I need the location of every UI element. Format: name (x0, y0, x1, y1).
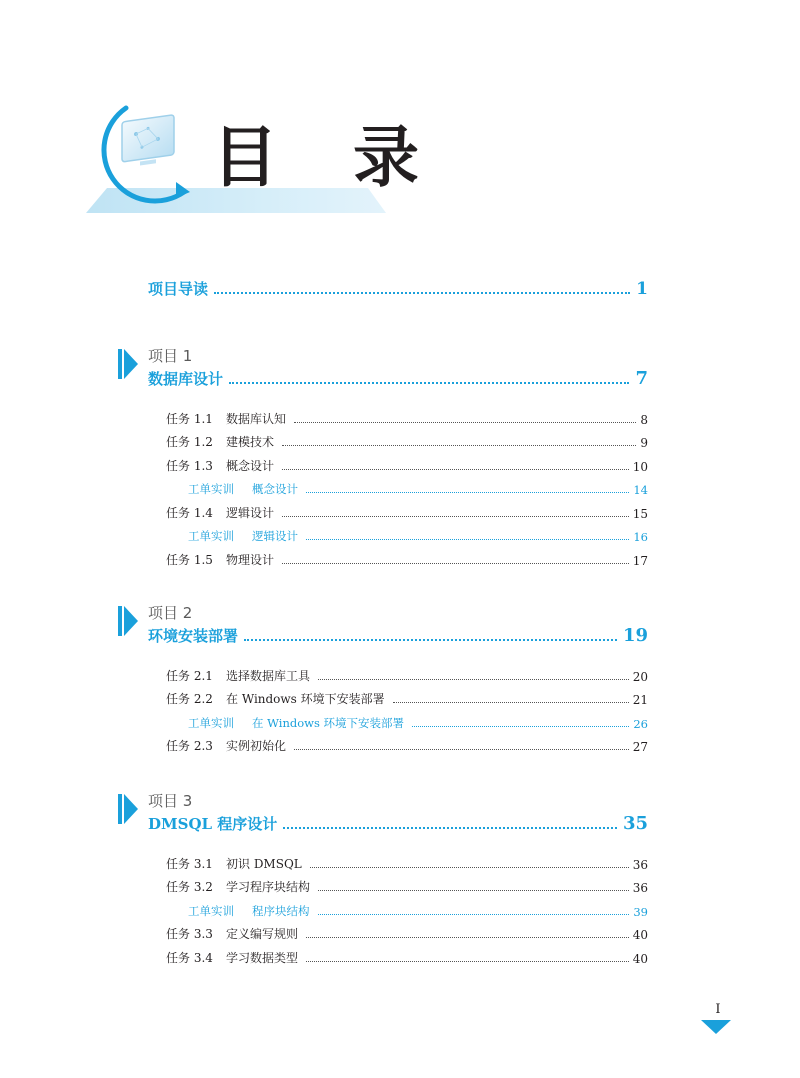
dot-leader (318, 914, 630, 915)
dot-leader (306, 937, 629, 938)
workshop-label: 工单实训 (188, 903, 234, 918)
dot-leader (244, 639, 617, 641)
task-page: 40 (632, 928, 648, 942)
project-title: DMSQL 程序设计 (148, 815, 278, 833)
task-number: 任务 1.5 (166, 552, 213, 567)
workshop-entry[interactable] (166, 474, 648, 498)
project-title-row[interactable] (148, 622, 648, 646)
workshop-label: 工单实训 (188, 482, 234, 496)
task-page: 20 (632, 669, 648, 684)
project-page: 7 (635, 368, 648, 389)
workshop-page: 39 (633, 904, 648, 919)
workshop-page: 14 (633, 483, 648, 497)
task-page: 21 (632, 693, 648, 707)
task-number: 任务 2.2 (166, 692, 213, 706)
task-entry[interactable] (166, 848, 648, 872)
task-entry[interactable] (166, 942, 648, 966)
task-page: 40 (632, 951, 648, 966)
dot-leader (306, 961, 629, 962)
task-number: 任务 3.1 (166, 856, 213, 871)
dot-leader (229, 382, 629, 384)
dot-leader (306, 492, 629, 493)
workshop-page: 26 (633, 716, 648, 731)
dot-leader (283, 827, 617, 829)
task-number: 任务 2.3 (166, 739, 213, 753)
workshop-entry[interactable] (166, 707, 648, 731)
task-number: 任务 3.3 (166, 927, 213, 941)
task-name: 学习程序块结构 (226, 880, 311, 894)
workshop-entry[interactable] (166, 521, 648, 545)
task-name: 实例初始化 (226, 739, 287, 753)
task-number: 任务 1.1 (166, 411, 213, 426)
page-title: 目 录 (212, 119, 445, 196)
toc-header (0, 0, 800, 230)
dot-leader (282, 469, 629, 470)
intro-label: 项目导读 (148, 280, 209, 298)
task-name: 定义编写规则 (226, 927, 299, 941)
project-arrow-icon (118, 606, 138, 636)
task-number: 任务 3.4 (166, 950, 213, 965)
down-triangle-icon (701, 1020, 731, 1034)
footer-page-number: I (715, 1002, 721, 1017)
project-number: 项目 3 (148, 792, 193, 810)
task-list (166, 848, 648, 966)
task-entry[interactable] (166, 497, 648, 521)
project-number: 项目 1 (148, 347, 193, 365)
dot-leader (318, 890, 629, 891)
workshop-entry[interactable] (166, 895, 648, 919)
workshop-name: 程序块结构 (252, 903, 310, 918)
task-name: 建模技术 (226, 435, 275, 449)
workshop-name: 在 Windows 环境下安装部署 (252, 715, 405, 730)
task-page: 27 (632, 740, 648, 754)
task-page: 10 (632, 459, 648, 474)
monitor-swirl-logo-icon (92, 100, 202, 210)
task-number: 任务 1.2 (166, 435, 213, 449)
task-entry[interactable] (166, 403, 648, 427)
task-page: 36 (632, 857, 648, 872)
dot-leader (310, 867, 629, 868)
project-arrow-icon (118, 794, 138, 824)
task-page: 15 (632, 506, 648, 521)
task-list (166, 660, 648, 754)
toc-entry-intro[interactable] (148, 277, 648, 299)
task-page: 9 (640, 436, 648, 450)
dot-leader (306, 539, 629, 540)
dot-leader (318, 679, 629, 680)
project-title: 环境安装部署 (148, 627, 239, 645)
task-name: 选择数据库工具 (226, 668, 311, 683)
task-entry[interactable] (166, 872, 648, 896)
workshop-label: 工单实训 (188, 715, 234, 730)
project-title: 数据库设计 (148, 370, 224, 388)
dot-leader (412, 726, 629, 727)
task-page: 17 (632, 553, 648, 568)
workshop-label: 工单实训 (188, 529, 234, 543)
task-name: 物理设计 (226, 552, 275, 567)
project-title-row[interactable] (148, 810, 648, 834)
task-number: 任务 1.4 (166, 505, 213, 520)
project-number: 项目 2 (148, 604, 193, 622)
task-name: 逻辑设计 (226, 505, 275, 520)
project-title-row[interactable] (148, 365, 648, 389)
task-name: 在 Windows 环境下安装部署 (226, 692, 385, 706)
task-number: 任务 1.3 (166, 458, 213, 473)
project-page: 35 (622, 813, 648, 834)
dot-leader (282, 516, 629, 517)
workshop-name: 概念设计 (252, 482, 298, 496)
task-list (166, 403, 648, 568)
dot-leader (282, 445, 636, 446)
task-name: 概念设计 (226, 458, 275, 473)
task-entry[interactable] (166, 660, 648, 684)
workshop-name: 逻辑设计 (252, 529, 298, 543)
task-entry[interactable] (166, 684, 648, 708)
dot-leader (294, 749, 629, 750)
task-entry[interactable] (166, 544, 648, 568)
intro-page: 1 (636, 279, 648, 299)
task-name: 初识 DMSQL (226, 856, 302, 871)
dot-leader (393, 702, 629, 703)
task-page: 8 (640, 412, 648, 427)
task-number: 任务 3.2 (166, 880, 213, 894)
task-entry[interactable] (166, 731, 648, 755)
dot-leader (294, 422, 636, 423)
dot-leader (282, 563, 629, 564)
task-number: 任务 2.1 (166, 668, 213, 683)
task-entry[interactable] (166, 450, 648, 474)
task-entry[interactable] (166, 919, 648, 943)
task-name: 数据库认知 (226, 411, 287, 426)
project-arrow-icon (118, 349, 138, 379)
task-page: 36 (632, 881, 648, 895)
workshop-page: 16 (633, 530, 648, 544)
task-entry[interactable] (166, 427, 648, 451)
project-page: 19 (622, 625, 648, 646)
dot-leader (214, 292, 630, 294)
task-name: 学习数据类型 (226, 950, 299, 965)
